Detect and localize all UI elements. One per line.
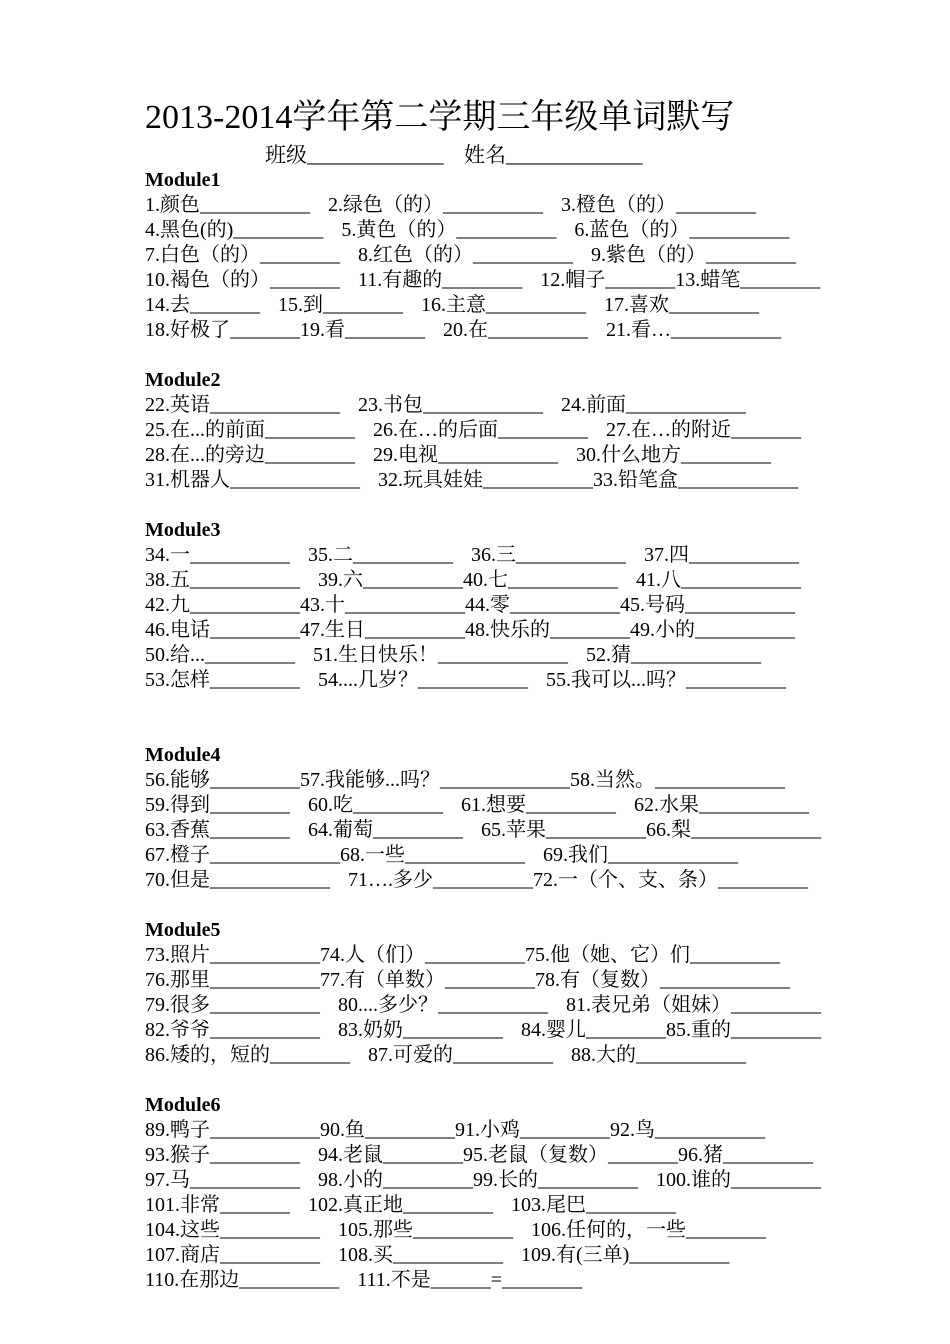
- vocab-item[interactable]: 16.主意__________: [421, 294, 586, 316]
- vocab-item[interactable]: 83.奶奶__________: [338, 1019, 503, 1041]
- vocab-item[interactable]: 82.爷爷___________: [145, 1019, 320, 1041]
- vocab-item[interactable]: 86.矮的，短的________: [145, 1044, 350, 1066]
- module-heading: Module2: [145, 369, 221, 391]
- vocab-item[interactable]: 100.谁的_________: [656, 1169, 821, 1191]
- word-line: [145, 943, 935, 968]
- word-line: [145, 1268, 935, 1293]
- vocab-item[interactable]: 107.商店__________: [145, 1244, 320, 1266]
- vocab-item[interactable]: 10.褐色（的）_______: [145, 269, 340, 291]
- vocab-item[interactable]: 29.电视____________: [373, 444, 558, 466]
- vocab-item[interactable]: 89.鸭子___________90.鱼_________91.小鸡_________92.鸟___________: [145, 1119, 765, 1141]
- vocab-item[interactable]: 59.得到________: [145, 794, 290, 816]
- vocab-item[interactable]: 25.在...的前面_________: [145, 419, 355, 441]
- vocab-item[interactable]: 17.喜欢_________: [604, 294, 759, 316]
- module-section: [145, 1093, 935, 1293]
- vocab-item[interactable]: 69.我们_____________: [543, 844, 738, 866]
- vocab-item[interactable]: 97.马___________: [145, 1169, 300, 1191]
- vocab-item[interactable]: 4.黑色(的)_________: [145, 219, 324, 241]
- vocab-item[interactable]: 103.尾巴_________: [511, 1194, 676, 1216]
- vocab-item[interactable]: 84.婴儿________85.重的_________: [521, 1019, 821, 1041]
- vocab-item[interactable]: 21.看…___________: [606, 319, 781, 341]
- vocab-item[interactable]: 5.黄色（的）__________: [341, 219, 557, 241]
- word-line: [145, 968, 935, 993]
- vocab-item[interactable]: 34.一__________: [145, 544, 290, 566]
- word-line: [145, 443, 935, 468]
- word-line: [145, 1218, 935, 1243]
- vocab-item[interactable]: 31.机器人_____________: [145, 469, 360, 491]
- vocab-item[interactable]: 67.橙子_____________68.一些____________: [145, 844, 525, 866]
- word-line: [145, 868, 935, 893]
- vocab-item[interactable]: 88.大的___________: [571, 1044, 746, 1066]
- vocab-item[interactable]: 79.很多___________: [145, 994, 320, 1016]
- module-heading: Module3: [145, 519, 221, 541]
- vocab-item[interactable]: 102.真正地_________: [308, 1194, 493, 1216]
- vocab-item[interactable]: 81.表兄弟（姐妹）_________: [566, 994, 821, 1016]
- vocab-item[interactable]: 12.帽子_______13.蜡笔________: [540, 269, 821, 291]
- vocab-item[interactable]: 61.想要_________: [461, 794, 616, 816]
- word-line: [145, 468, 935, 493]
- module-heading: Module5: [145, 919, 221, 941]
- word-line: [145, 218, 935, 243]
- vocab-item[interactable]: 3.橙色（的）________: [561, 194, 756, 216]
- vocab-item[interactable]: 98.小的_________99.长的__________: [318, 1169, 638, 1191]
- vocab-item[interactable]: 24.前面____________: [561, 394, 746, 416]
- vocab-item[interactable]: 109.有(三单)__________: [521, 1244, 730, 1266]
- module-heading: Module4: [145, 744, 221, 766]
- vocab-item[interactable]: 50.给..._________: [145, 644, 295, 666]
- vocab-item[interactable]: 104.这些__________: [145, 1219, 320, 1241]
- vocab-item[interactable]: 70.但是____________: [145, 869, 330, 891]
- vocab-item[interactable]: 55.我可以...吗？__________: [546, 669, 786, 691]
- vocab-item[interactable]: 41.八____________: [636, 569, 801, 591]
- module-heading: Module6: [145, 1094, 221, 1116]
- module-section: [145, 918, 935, 1068]
- word-line: [145, 1243, 935, 1268]
- vocab-item[interactable]: 46.电话_________47.生日__________48.快乐的________49.小的__________: [145, 619, 795, 641]
- module-section: [145, 168, 935, 343]
- module-section: [145, 743, 935, 893]
- vocab-item[interactable]: 32.玩具娃娃___________33.铅笔盒____________: [378, 469, 798, 491]
- vocab-item[interactable]: 62.水果___________: [634, 794, 809, 816]
- word-line: [145, 768, 935, 793]
- name-label: 姓名: [464, 143, 506, 167]
- vocab-item[interactable]: 42.九___________43.十____________44.零___________45.号码___________: [145, 594, 795, 616]
- vocab-item[interactable]: 60.吃_________: [308, 794, 443, 816]
- vocab-item[interactable]: 14.去_______: [145, 294, 260, 316]
- word-line: [145, 268, 935, 293]
- word-line: [145, 193, 935, 218]
- vocab-item[interactable]: 2.绿色（的）__________: [328, 194, 543, 216]
- vocab-item[interactable]: 108.买___________: [338, 1244, 503, 1266]
- vocab-item[interactable]: 7.白色（的）________: [145, 244, 340, 266]
- word-line: [145, 543, 935, 568]
- vocab-item[interactable]: 30.什么地方_________: [576, 444, 771, 466]
- section-spacer: [145, 343, 935, 368]
- vocab-item[interactable]: 39.六__________40.七___________: [318, 569, 618, 591]
- vocab-item[interactable]: 52.猜_____________: [586, 644, 761, 666]
- vocab-item[interactable]: 111.不是______=________: [357, 1269, 583, 1291]
- word-line: [145, 593, 935, 618]
- word-line: [145, 568, 935, 593]
- vocab-item[interactable]: 36.三___________: [471, 544, 626, 566]
- word-line: [145, 1118, 935, 1143]
- vocab-item[interactable]: 6.蓝色（的）__________: [574, 219, 790, 241]
- word-line: [145, 1168, 935, 1193]
- vocab-item[interactable]: 93.猴子_________: [145, 1144, 300, 1166]
- word-line: [145, 993, 935, 1018]
- class-label: 班级: [265, 143, 307, 167]
- vocab-item[interactable]: 56.能够_________57.我能够...吗？_____________58.当然。_____________: [145, 769, 785, 791]
- vocab-item[interactable]: 53.怎样_________: [145, 669, 300, 691]
- module-section: [145, 518, 935, 693]
- vocab-item[interactable]: 38.五___________: [145, 569, 300, 591]
- section-spacer: [145, 693, 935, 743]
- vocab-item[interactable]: 76.那里___________77.有（单数）_________78.有（复数）_____________: [145, 969, 790, 991]
- word-line: [145, 668, 935, 693]
- word-line: [145, 1143, 935, 1168]
- vocab-item[interactable]: 22.英语_____________: [145, 394, 340, 416]
- student-info-line: [265, 142, 643, 168]
- vocab-item[interactable]: 28.在...的旁边_________: [145, 444, 355, 466]
- vocab-item[interactable]: 9.紫色（的）_________: [591, 244, 796, 266]
- vocab-item[interactable]: 63.香蕉________: [145, 819, 290, 841]
- vocab-item[interactable]: 94.老鼠________95.老鼠（复数）_______96.猪_________: [318, 1144, 813, 1166]
- word-line: [145, 843, 935, 868]
- section-spacer: [145, 893, 935, 918]
- section-spacer: [145, 1068, 935, 1093]
- vocab-item[interactable]: 26.在…的后面_________: [373, 419, 588, 441]
- vocab-item[interactable]: 35.二__________: [308, 544, 453, 566]
- word-line: [145, 793, 935, 818]
- word-line: [145, 418, 935, 443]
- vocab-item[interactable]: 64.葡萄_________: [308, 819, 463, 841]
- vocab-item[interactable]: 18.好极了_______19.看________: [145, 319, 425, 341]
- word-line: [145, 1018, 935, 1043]
- word-line: [145, 818, 935, 843]
- word-line: [145, 243, 935, 268]
- vocab-item[interactable]: 87.可爱的__________: [368, 1044, 553, 1066]
- name-blank[interactable]: _____________: [506, 143, 643, 167]
- word-line: [145, 393, 935, 418]
- vocab-item[interactable]: 11.有趣的________: [358, 269, 523, 291]
- module-heading: Module1: [145, 169, 221, 191]
- vocab-item[interactable]: 80....多少？___________: [338, 994, 548, 1016]
- vocab-item[interactable]: 20.在__________: [443, 319, 588, 341]
- vocab-item[interactable]: 1.颜色___________: [145, 194, 310, 216]
- vocab-item[interactable]: 23.书包____________: [358, 394, 543, 416]
- vocab-item[interactable]: 71….多少__________72.一（个、支、条）_________: [348, 869, 808, 891]
- vocab-item[interactable]: 105.那些__________: [338, 1219, 513, 1241]
- vocab-item[interactable]: 37.四___________: [644, 544, 799, 566]
- vocab-item[interactable]: 65.苹果__________66.梨_____________: [481, 819, 821, 841]
- vocab-item[interactable]: 51.生日快乐！_____________: [313, 644, 568, 666]
- word-line: [145, 1043, 935, 1068]
- word-line: [145, 1193, 935, 1218]
- section-spacer: [145, 493, 935, 518]
- vocab-item[interactable]: 27.在…的附近_______: [606, 419, 801, 441]
- vocab-item[interactable]: 15.到________: [278, 294, 403, 316]
- word-line: [145, 293, 935, 318]
- page-title: 2013-2014学年第二学期三年级单词默写: [145, 99, 735, 136]
- class-blank[interactable]: _____________: [307, 143, 444, 167]
- vocab-item[interactable]: 8.红色（的）__________: [358, 244, 573, 266]
- vocab-item[interactable]: 73.照片___________74.人（们）__________75.他（她、它）们_________: [145, 944, 780, 966]
- vocab-item[interactable]: 110.在那边__________: [145, 1269, 340, 1291]
- word-line: [145, 318, 935, 343]
- module-section: [145, 368, 935, 493]
- vocab-item[interactable]: 101.非常_______: [145, 1194, 290, 1216]
- word-line: [145, 618, 935, 643]
- vocab-item[interactable]: 54....几岁？___________: [318, 669, 528, 691]
- word-line: [145, 643, 935, 668]
- worksheet-content: [145, 168, 935, 1293]
- vocab-item[interactable]: 106.任何的，一些________: [531, 1219, 766, 1241]
